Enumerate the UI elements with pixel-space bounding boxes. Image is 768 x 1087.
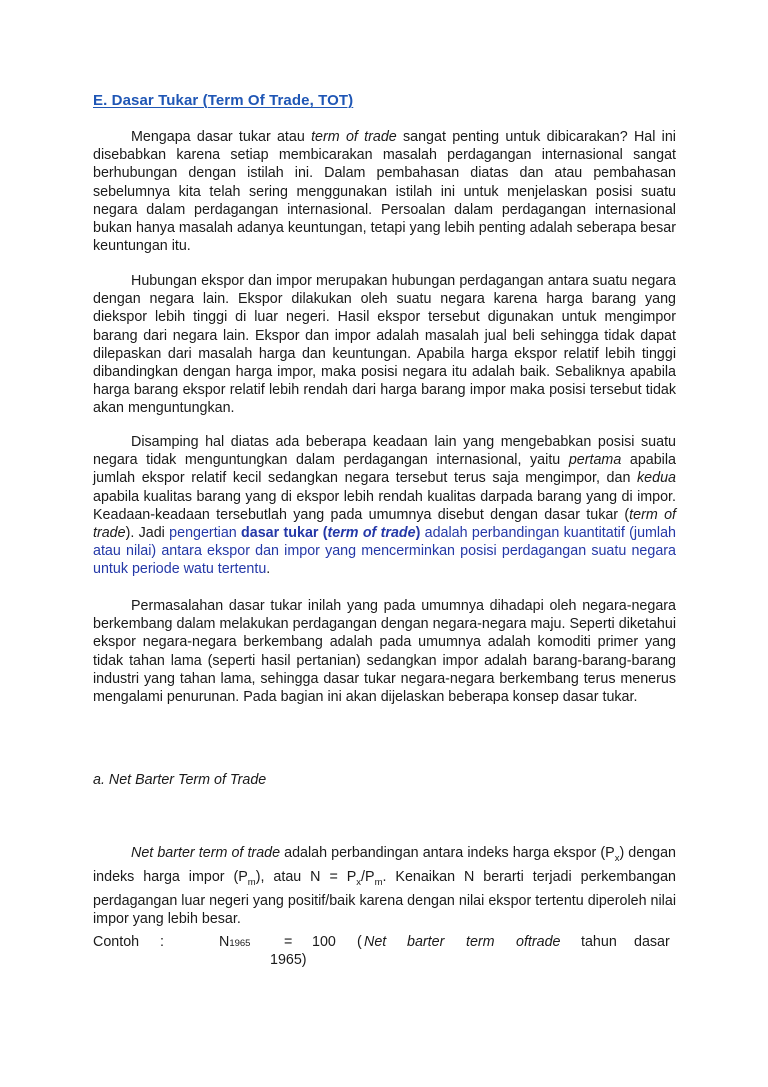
p5-sub-x2: x xyxy=(356,876,362,888)
example-word-barter: barter xyxy=(407,934,445,950)
example-n-letter: N xyxy=(219,934,230,950)
example-colon: : xyxy=(160,934,164,950)
example-word-tahun: tahun xyxy=(581,934,617,950)
p5-text-b: ) dengan indeks harga impor (P xyxy=(93,845,676,886)
p5-term: Net barter term of trade xyxy=(131,845,281,861)
p5-sub-m2: m xyxy=(374,876,383,888)
p3-kedua: kedua xyxy=(637,470,676,487)
section-heading: E. Dasar Tukar (Term Of Trade, TOT) xyxy=(93,92,354,109)
subheading-net-barter: a. Net Barter Term of Trade xyxy=(93,772,267,788)
paragraph-2 xyxy=(93,272,676,418)
definition-lead: pengertian xyxy=(169,525,242,542)
p5-sub-m: m xyxy=(247,876,256,888)
example-paren-open: ( xyxy=(357,934,362,950)
p1-text-a: Mengapa dasar tukar atau xyxy=(131,129,312,145)
p5-text-c: ), atau N = P xyxy=(255,869,357,886)
example-word-oftrade: oftrade xyxy=(516,934,561,950)
definition-term-italic: term of trade xyxy=(327,525,416,542)
definition-term: dasar tukar ( xyxy=(241,525,328,542)
example-year: 1965) xyxy=(270,952,307,968)
p1-term: term of trade xyxy=(311,129,397,145)
p3-text-c: apabila kualitas barang yang di ekspor lebih rendah kualitas darpada barang yang di impor. Keadaan-keadaan tersebutlah yang pada umumnya disebut dengan dasar tukar ( xyxy=(93,488,676,523)
p5-text-e: . Kenaikan N berarti terjadi perkembangan perdagangan luar negeri yang positif/baik karena dengan nilai ekspor tertentu diperoleh nilai impor yang lebih besar. xyxy=(93,869,676,928)
p1-text-b: sangat penting untuk dibicarakan? Hal ini disebabkan karena setiap membicarakan masalah perdagangan internasional sangat berhubungan dengan istilah ini. Dalam pembahasan diatas dan atau pembahasan sebelumnya kita telah sering menggunakan istilah ini untuk menjelaskan posisi suatu negara dalam perdagangan internasional. Persoalan dalam perdagangan internasional bukan hanya masalah adanya keuntungan, tetapi yang lebih penting adalah seberapa besar keuntungan itu. xyxy=(93,129,676,255)
paragraph-3 xyxy=(93,433,676,579)
p3-text-d: ). Jadi xyxy=(125,525,170,542)
p2-text: Hubungan ekspor dan impor merupakan hubungan perdagangan antara suatu negara dengan negara lain. Ekspor dilakukan oleh suatu negara karena harga barang yang diekspor lebih tinggi di luar negeri. Hasil ekspor tersebut digunakan untuk mengimpor barang dari negara lain. Ekspor dan impor adalah masalah jual beli sehingga tidak dapat dilepaskan dari masalah harga dan keuntungan. Apabila harga ekspor relatif lebih tinggi dibandingkan dengan harga impor, maka posisi negara itu adalah baik. Sebaliknya apabila harga barang ekspor relatif lebih rendah dari harga barang impor maka posisi tersebut tidak akan menguntungkan. xyxy=(93,273,676,417)
example-val: 100 xyxy=(312,934,336,950)
example-eq: = xyxy=(284,934,293,950)
p3-end: . xyxy=(266,561,271,578)
definition-close: ) xyxy=(415,525,421,542)
p3-pertama: pertama xyxy=(568,452,622,469)
p3-term: term of trade xyxy=(93,506,676,542)
p4-text: Permasalahan dasar tukar inilah yang pada umumnya dihadapi oleh negara-negara berkembang dalam melakukan perdagangan dengan negara-negara maju. Seperti diketahui ekspor negara-negara berkembang adalah pada umumnya adalah komoditi primer yang tidak tahan lama (seperti hasil pertanian) sedangkan impor adalah barang-barang-barang industri yang tahan lama, sehingga dasar tukar negara-negara berkembang terus menerus mengalami penurunan. Pada bagian ini akan dijelaskan beberapa konsep dasar tukar. xyxy=(93,598,676,706)
p5-text-a: adalah perbandingan antara indeks harga ekspor (P xyxy=(280,845,615,861)
paragraph-1 xyxy=(93,128,676,255)
p3-text-b: apabila jumlah ekspor relatif kecil sedangkan negara tersebut terus saja mengimpor, dan xyxy=(93,452,676,487)
example-word-term: term xyxy=(466,934,495,950)
example-word-dasar: dasar xyxy=(634,934,670,950)
p5-sub-x: x xyxy=(614,852,620,864)
example-word-net: Net xyxy=(364,934,387,950)
paragraph-5 xyxy=(93,844,676,929)
p5-text-d: /P xyxy=(361,869,375,886)
example-n-sub: 1965 xyxy=(229,938,251,949)
definition-body: adalah perbandingan kuantitatif (jumlah atau nilai) antara ekspor dan impor yang mencerminkan posisi perdagangan suatu negara untuk periode watu tertentu xyxy=(93,525,677,578)
paragraph-4 xyxy=(93,597,676,706)
p3-text-a: Disamping hal diatas ada beberapa keadaan lain yang mengebabkan posisi suatu negara tidak menguntungkan dalam perdagangan internasional, yaitu xyxy=(93,434,676,469)
example-label: Contoh xyxy=(93,934,140,950)
example-n xyxy=(219,934,250,950)
